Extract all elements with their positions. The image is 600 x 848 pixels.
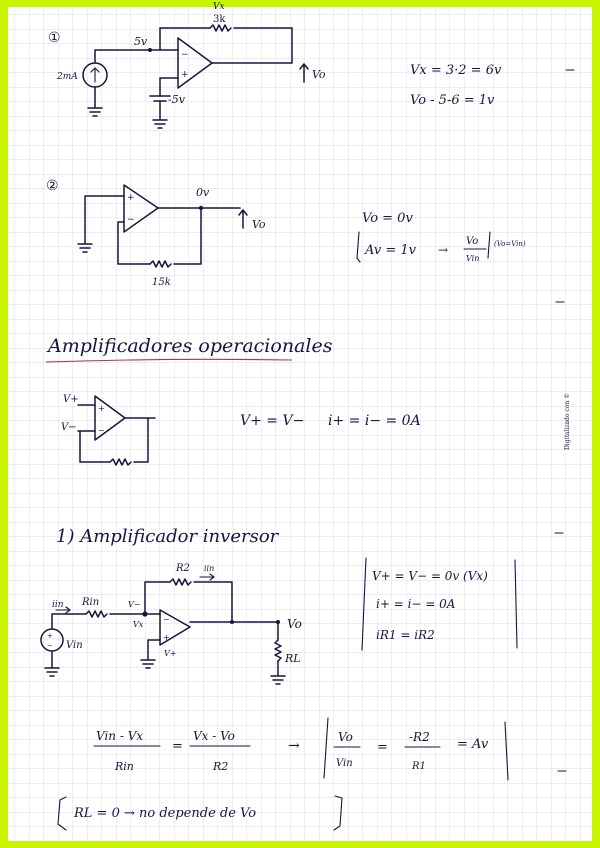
vo-label-4: Vo [287, 617, 302, 631]
res-3k-label: 3k [213, 14, 226, 25]
sec4-eq2: i+ = i− = 0A [376, 597, 456, 611]
final-note: RL = 0 → no depende de Vo [74, 806, 257, 821]
sec3-eq1: V+ = V− [240, 413, 305, 429]
eq-sign-2: = [377, 740, 388, 755]
out-0v: 0v [196, 186, 210, 199]
sec3-vminus: V− [61, 422, 77, 433]
opamp-terminal-sign: − [98, 426, 105, 435]
sec2-frac-num: Vo [466, 236, 479, 247]
vminus-label: V− [128, 600, 141, 609]
sec2-eq1: Vo = 0v [362, 211, 413, 226]
opamp-terminal-sign: − [127, 215, 135, 225]
vin-label: Vin [66, 640, 83, 651]
sec1-eq2: Vo - 5-6 = 1v [410, 93, 495, 108]
opamp-terminal-sign: − [47, 642, 53, 650]
sec4-eq3: iR1 = iR2 [376, 628, 435, 642]
f1-num: Vin - Vx [96, 729, 144, 743]
node-5v: 5v [134, 35, 148, 48]
vx-label: Vx [133, 620, 144, 629]
opamp-terminal-sign: + [127, 193, 135, 203]
sec1-eq1: Vx = 3·2 = 6v [410, 63, 502, 78]
vo-label-1: Vo [312, 68, 326, 81]
f2-num: Vx - Vo [193, 729, 235, 743]
sec2-arrow: → [438, 243, 449, 257]
iin-top-label: iin [204, 564, 215, 573]
opamp-1-plus: + [181, 70, 189, 80]
opamp-terminal-sign: + [98, 404, 105, 413]
f1-den: Rin [115, 760, 134, 773]
eq-sign-1: = [172, 739, 183, 754]
f4-num: -R2 [409, 730, 430, 744]
sec2-note: (Vo=Vin) [494, 240, 526, 248]
vplus-label: V+ [164, 649, 177, 658]
f4-den: R1 [412, 761, 426, 772]
sec2-frac-den: Vin [466, 254, 480, 263]
sec4-title: 1) Amplificador inversor [56, 526, 279, 547]
f2-den: R2 [213, 760, 229, 773]
r2-label: R2 [176, 563, 190, 574]
sec3-title: Amplificadores operacionales [48, 335, 333, 357]
f3-num: Vo [338, 730, 353, 744]
av-label: = Av [457, 737, 489, 752]
opamp-terminal-sign: − [163, 615, 170, 624]
rl-label: RL [285, 652, 301, 665]
sec4-eq1: V+ = V− = 0v (Vx) [372, 569, 488, 583]
res-vx-label: Vx [213, 2, 225, 12]
margin-stamp: Digitalizado con © [564, 392, 571, 450]
opamp-1-minus: − [181, 50, 189, 60]
opamp-terminal-sign: + [163, 633, 170, 642]
section-1-label: ① [48, 30, 61, 46]
sec3-vplus: V+ [63, 394, 79, 405]
rin-label: Rin [82, 597, 100, 608]
sec2-eq2: Av = 1v [365, 243, 416, 258]
section-2-label: ② [46, 178, 59, 194]
opamp-terminal-sign: + [47, 632, 53, 640]
sec3-eq2: i+ = i− = 0A [328, 413, 421, 429]
iin-label: iin [52, 600, 64, 610]
supply-neg5v: -5v [168, 93, 185, 106]
vo-label-2: Vo [252, 218, 266, 231]
source-2ma: 2mA [57, 72, 78, 82]
arrow-4: → [288, 738, 300, 754]
f3-den: Vin [336, 758, 353, 769]
res-15k-label: 15k [152, 277, 171, 288]
